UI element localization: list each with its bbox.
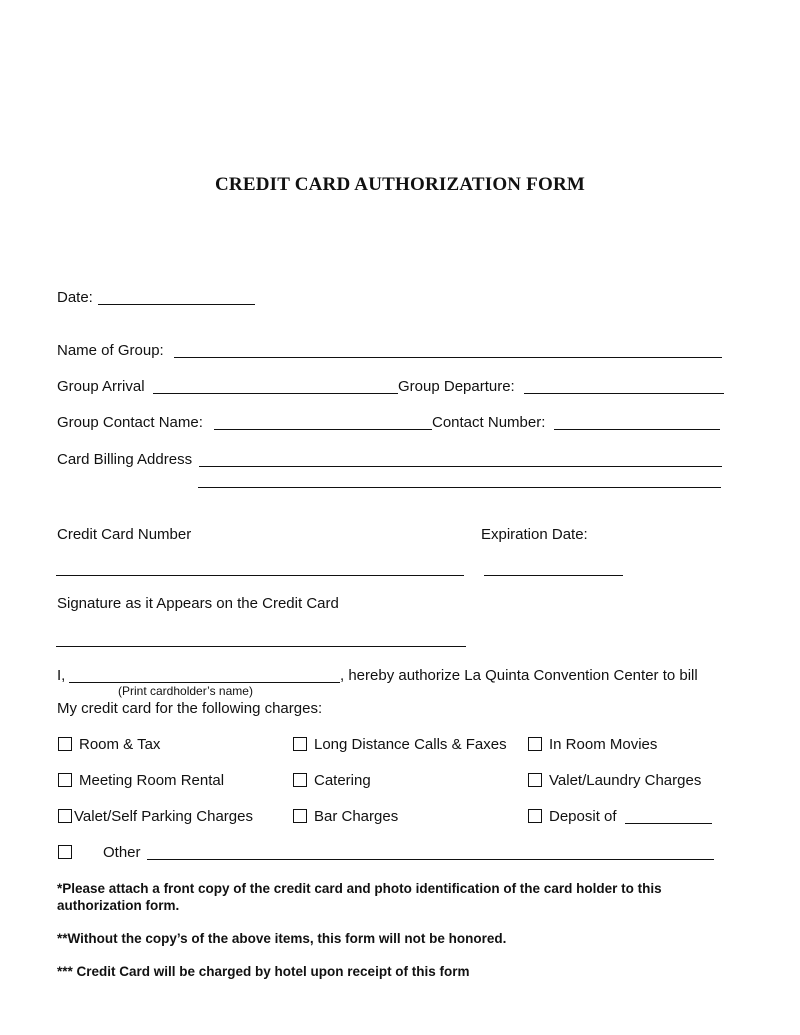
bar-label: Bar Charges bbox=[314, 808, 399, 825]
card-number-field[interactable] bbox=[56, 575, 464, 576]
form-title: CREDIT CARD AUTHORIZATION FORM bbox=[214, 174, 586, 195]
other-checkbox[interactable] bbox=[58, 845, 72, 859]
other-field[interactable] bbox=[147, 859, 714, 860]
contact-name-field[interactable] bbox=[214, 429, 432, 430]
bar-checkbox[interactable] bbox=[293, 809, 307, 823]
group-name-label: Name of Group: bbox=[57, 342, 164, 359]
long-distance-checkbox[interactable] bbox=[293, 737, 307, 751]
contact-number-label: Contact Number: bbox=[432, 414, 546, 431]
deposit-label: Deposit of bbox=[549, 808, 617, 825]
room-tax-label: Room & Tax bbox=[79, 736, 161, 753]
group-name-field[interactable] bbox=[174, 357, 722, 358]
valet-laundry-label: Valet/Laundry Charges bbox=[549, 772, 702, 789]
card-number-label: Credit Card Number bbox=[57, 526, 192, 543]
long-distance-label: Long Distance Calls & Faxes bbox=[314, 736, 507, 753]
billing-address-field-1[interactable] bbox=[199, 466, 722, 467]
group-departure-field[interactable] bbox=[524, 393, 724, 394]
authorize-prefix: I, bbox=[57, 667, 66, 684]
cardholder-name-hint: (Print cardholder’s name) bbox=[118, 684, 253, 698]
signature-field[interactable] bbox=[56, 646, 466, 647]
note-attach-copy: *Please attach a front copy of the credit card and photo identification of the card holder to this authorization form. bbox=[57, 881, 662, 913]
catering-checkbox[interactable] bbox=[293, 773, 307, 787]
billing-address-field-2[interactable] bbox=[198, 487, 721, 488]
deposit-checkbox[interactable] bbox=[528, 809, 542, 823]
group-departure-label: Group Departure: bbox=[398, 378, 515, 395]
group-arrival-label: Group Arrival bbox=[57, 378, 145, 395]
contact-number-field[interactable] bbox=[554, 429, 720, 430]
meeting-room-label: Meeting Room Rental bbox=[79, 772, 225, 789]
cardholder-name-field[interactable] bbox=[69, 682, 340, 683]
valet-parking-checkbox[interactable] bbox=[58, 809, 72, 823]
note-not-honored: **Without the copy’s of the above items, this form will not be honored. bbox=[57, 931, 507, 946]
authorize-text: , hereby authorize La Quinta Convention Center to bill bbox=[340, 667, 698, 684]
movies-checkbox[interactable] bbox=[528, 737, 542, 751]
date-label: Date: bbox=[57, 289, 93, 306]
signature-label: Signature as it Appears on the Credit Card bbox=[57, 595, 339, 612]
expiration-field[interactable] bbox=[484, 575, 623, 576]
meeting-room-checkbox[interactable] bbox=[58, 773, 72, 787]
group-arrival-field[interactable] bbox=[153, 393, 398, 394]
other-label: Other bbox=[103, 844, 141, 861]
billing-address-label: Card Billing Address bbox=[57, 451, 193, 468]
deposit-amount-field[interactable] bbox=[625, 823, 712, 824]
authorize-line2: My credit card for the following charges: bbox=[57, 700, 323, 717]
expiration-label: Expiration Date: bbox=[481, 526, 588, 543]
note-charged-upon-receipt: *** Credit Card will be charged by hotel upon receipt of this form bbox=[57, 964, 470, 979]
room-tax-checkbox[interactable] bbox=[58, 737, 72, 751]
valet-laundry-checkbox[interactable] bbox=[528, 773, 542, 787]
valet-parking-label: Valet/Self Parking Charges bbox=[74, 808, 253, 825]
catering-label: Catering bbox=[314, 772, 371, 789]
movies-label: In Room Movies bbox=[549, 736, 658, 753]
contact-name-label: Group Contact Name: bbox=[57, 414, 203, 431]
date-field[interactable] bbox=[98, 304, 255, 305]
